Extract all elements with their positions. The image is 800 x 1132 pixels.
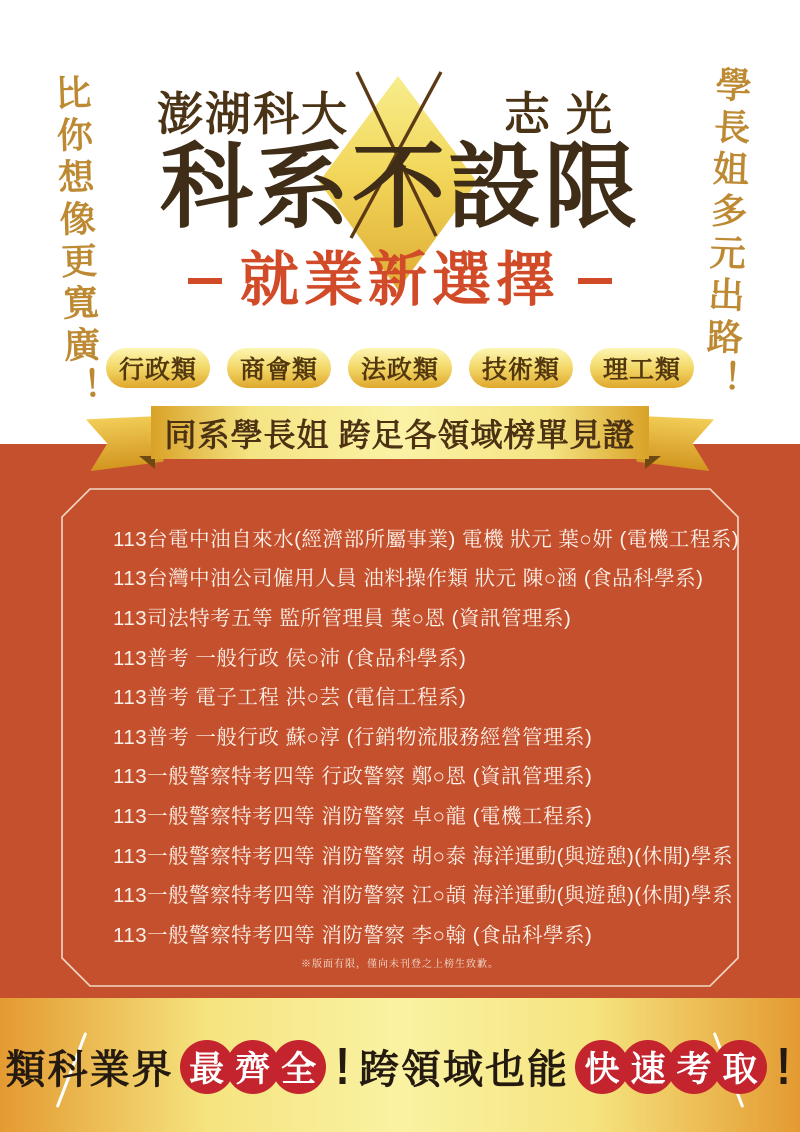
result-line: 113普考 電子工程 洪○芸 (電信工程系) — [113, 686, 467, 710]
category-pill: 商會類 — [227, 348, 331, 388]
category-pill: 技術類 — [469, 348, 573, 388]
subtitle: 就業新選擇 — [239, 247, 560, 313]
ribbon-banner: 同系學長姐 跨足各領域榜單見證 — [151, 406, 649, 459]
subtitle-dash-left — [188, 278, 222, 284]
result-line: 113一般警察特考四等 行政警察 鄭○恩 (資訊管理系) — [113, 765, 593, 789]
highlight-char-circle: 取 — [713, 1040, 767, 1094]
main-title: 科系不設限 — [160, 137, 640, 240]
exclaim-1: ! — [335, 1037, 350, 1096]
highlight-char-circle: 速 — [621, 1040, 675, 1094]
highlight-char-circle: 考 — [667, 1040, 721, 1094]
side-slogan-left: 比你想像更寬廣！ — [50, 73, 103, 411]
results-list — [113, 517, 739, 953]
highlight-char-circle: 齊 — [226, 1040, 280, 1094]
result-line: 113普考 一般行政 蘇○淳 (行銷物流服務經營管理系) — [113, 725, 593, 749]
result-line: 113司法特考五等 監所管理員 葉○恩 (資訊管理系) — [113, 606, 572, 630]
side-slogan-right: 學長姐多元出路！ — [700, 65, 753, 403]
footnote: ※版面有限，僅向未刊登之上榜生致歉。 — [301, 959, 499, 970]
highlight-circles-1 — [180, 1040, 326, 1094]
brand-company: 志光 — [504, 89, 628, 140]
highlight-char-circle: 全 — [272, 1040, 326, 1094]
result-line: 113一般警察特考四等 消防警察 江○頡 海洋運動(與遊憩)(休閒)學系 — [113, 884, 733, 908]
subtitle-row — [0, 247, 800, 313]
subtitle-dash-right — [578, 278, 612, 284]
result-line: 113一般警察特考四等 消防警察 卓○龍 (電機工程系) — [113, 804, 593, 828]
category-pill: 法政類 — [348, 348, 452, 388]
bottom-slogan — [0, 1038, 800, 1095]
result-line: 113普考 一般行政 侯○沛 (食品科學系) — [113, 646, 467, 670]
result-line: 113台電中油自來水(經濟部所屬事業) 電機 狀元 葉○妍 (電機工程系) — [113, 527, 740, 551]
result-line: 113一般警察特考四等 消防警察 李○翰 (食品科學系) — [113, 923, 593, 947]
exclaim-2: ! — [776, 1037, 791, 1096]
result-line: 113台灣中油公司僱用人員 油料操作類 狀元 陳○涵 (食品科學系) — [113, 567, 704, 591]
brand-school: 澎湖科大 — [157, 89, 349, 140]
category-pill: 行政類 — [106, 348, 210, 388]
slogan-middle: 跨領域也能 — [359, 1048, 569, 1092]
highlight-char-circle: 快 — [575, 1040, 629, 1094]
highlight-circles-2 — [575, 1040, 767, 1094]
category-pill: 理工類 — [590, 348, 694, 388]
result-line: 113一般警察特考四等 消防警察 胡○泰 海洋運動(與遊憩)(休閒)學系 — [113, 844, 733, 868]
slogan-prefix: 類科業界 — [5, 1048, 174, 1092]
results-panel — [0, 444, 800, 998]
category-pill-row — [0, 348, 800, 388]
highlight-char-circle: 最 — [180, 1040, 234, 1094]
